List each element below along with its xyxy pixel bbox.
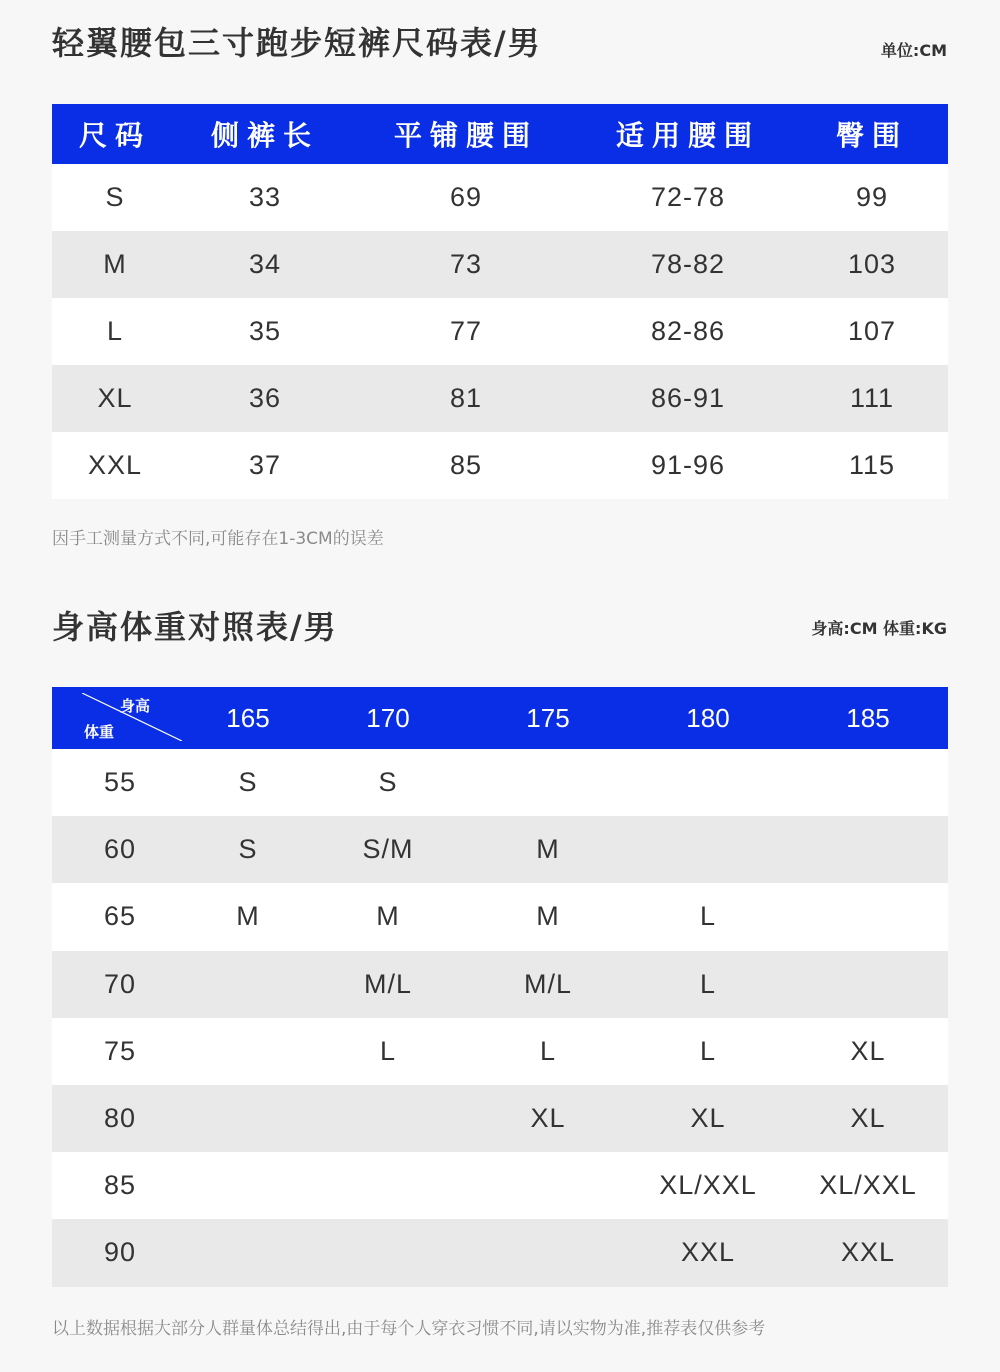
cell-weight: 80 <box>103 1103 137 1134</box>
cell-hip: 111 <box>849 383 895 413</box>
cell-fit-waist: 72-78 <box>650 182 726 212</box>
size-chart-row <box>52 298 948 365</box>
cell-recommended-size: L <box>699 968 717 999</box>
size-chart-unit: 单位:CM <box>880 41 947 60</box>
size-chart-row <box>52 432 948 499</box>
cell-weight: 75 <box>103 1035 137 1066</box>
cell-recommended-size: S <box>238 767 258 798</box>
cell-hip: 99 <box>855 182 889 212</box>
cell-recommended-size: XL <box>850 1035 886 1066</box>
cell-side-length: 33 <box>248 182 282 212</box>
cell-fit-waist: 86-91 <box>650 383 726 413</box>
cell-recommended-size: M/L <box>363 968 412 999</box>
header-size: 尺码 <box>78 119 151 152</box>
height-weight-row <box>52 951 948 1018</box>
height-weight-row <box>52 1219 948 1286</box>
height-weight-title: 身高体重对照表/男 <box>52 608 338 646</box>
size-chart-row <box>52 164 948 231</box>
header-height-180: 180 <box>686 702 730 733</box>
cell-side-length: 34 <box>248 249 282 279</box>
cell-weight: 55 <box>103 767 137 798</box>
cell-recommended-size: XXL <box>840 1237 896 1268</box>
cell-side-length: 37 <box>248 450 282 480</box>
cell-side-length: 36 <box>248 383 282 413</box>
cell-recommended-size: XL/XXL <box>819 1170 917 1201</box>
cell-size: S <box>105 182 125 212</box>
cell-flat-waist: 81 <box>449 383 483 413</box>
size-chart-header-row <box>52 104 948 164</box>
cell-recommended-size: XL <box>530 1103 566 1134</box>
cell-size: L <box>106 316 124 346</box>
size-chart-title: 轻翼腰包三寸跑步短裤尺码表/男 <box>52 24 542 62</box>
header-side-length: 侧裤长 <box>210 119 319 152</box>
cell-recommended-size: L <box>699 901 717 932</box>
cell-weight: 85 <box>103 1170 137 1201</box>
cell-hip: 103 <box>847 249 897 279</box>
cell-flat-waist: 77 <box>449 316 483 346</box>
height-weight-row <box>52 1018 948 1085</box>
cell-weight: 60 <box>103 834 137 865</box>
height-weight-row <box>52 1152 948 1219</box>
header-height-185: 185 <box>846 702 890 733</box>
cell-hip: 115 <box>848 450 896 480</box>
cell-recommended-size: M <box>536 834 560 865</box>
corner-weight-label: 体重 <box>84 723 115 741</box>
cell-size: XXL <box>87 450 143 480</box>
height-weight-header-row <box>52 687 948 749</box>
cell-recommended-size: M <box>236 901 260 932</box>
cell-fit-waist: 82-86 <box>650 316 726 346</box>
cell-recommended-size: S <box>378 767 398 798</box>
height-weight-note: 以上数据根据大部分人群量体总结得出,由于每个人穿衣习惯不同,请以实物为准,推荐表仅供参考 <box>52 1319 766 1339</box>
cell-recommended-size: L <box>699 1035 717 1066</box>
cell-recommended-size: XL/XXL <box>659 1170 757 1201</box>
height-weight-table <box>52 687 948 1287</box>
size-chart-row <box>52 231 948 298</box>
cell-weight: 90 <box>103 1237 137 1268</box>
cell-weight: 65 <box>103 901 137 932</box>
cell-fit-waist: 78-82 <box>650 249 726 279</box>
cell-recommended-size: XXL <box>680 1237 736 1268</box>
cell-recommended-size: S/M <box>362 834 414 865</box>
header-height-175: 175 <box>526 702 570 733</box>
cell-recommended-size: L <box>539 1035 557 1066</box>
header-corner <box>52 687 188 749</box>
height-weight-row <box>52 816 948 883</box>
cell-recommended-size: M <box>376 901 400 932</box>
header-hip: 臀围 <box>835 119 908 152</box>
size-chart-note: 因手工测量方式不同,可能存在1-3CM的误差 <box>52 529 384 549</box>
cell-recommended-size: XL <box>850 1103 886 1134</box>
height-weight-row <box>52 1085 948 1152</box>
size-chart-table <box>52 104 948 499</box>
corner-height-label: 身高 <box>120 697 151 715</box>
cell-fit-waist: 91-96 <box>650 450 726 480</box>
cell-flat-waist: 85 <box>449 450 483 480</box>
header-height-170: 170 <box>366 702 410 733</box>
header-fit-waist: 适用腰围 <box>615 119 760 152</box>
height-weight-row <box>52 749 948 816</box>
cell-hip: 107 <box>847 316 897 346</box>
cell-recommended-size: S <box>238 834 258 865</box>
header-height-165: 165 <box>226 702 270 733</box>
cell-recommended-size: M/L <box>523 968 572 999</box>
cell-recommended-size: XL <box>690 1103 726 1134</box>
height-weight-unit: 身高:CM 体重:KG <box>811 619 947 638</box>
cell-side-length: 35 <box>248 316 282 346</box>
height-weight-row <box>52 883 948 950</box>
header-flat-waist: 平铺腰围 <box>393 119 538 152</box>
cell-flat-waist: 73 <box>449 249 483 279</box>
size-chart-row <box>52 365 948 432</box>
cell-recommended-size: M <box>536 901 560 932</box>
cell-size: XL <box>97 383 133 413</box>
cell-weight: 70 <box>103 968 137 999</box>
cell-flat-waist: 69 <box>449 182 483 212</box>
cell-size: M <box>103 249 127 279</box>
cell-recommended-size: L <box>379 1035 397 1066</box>
